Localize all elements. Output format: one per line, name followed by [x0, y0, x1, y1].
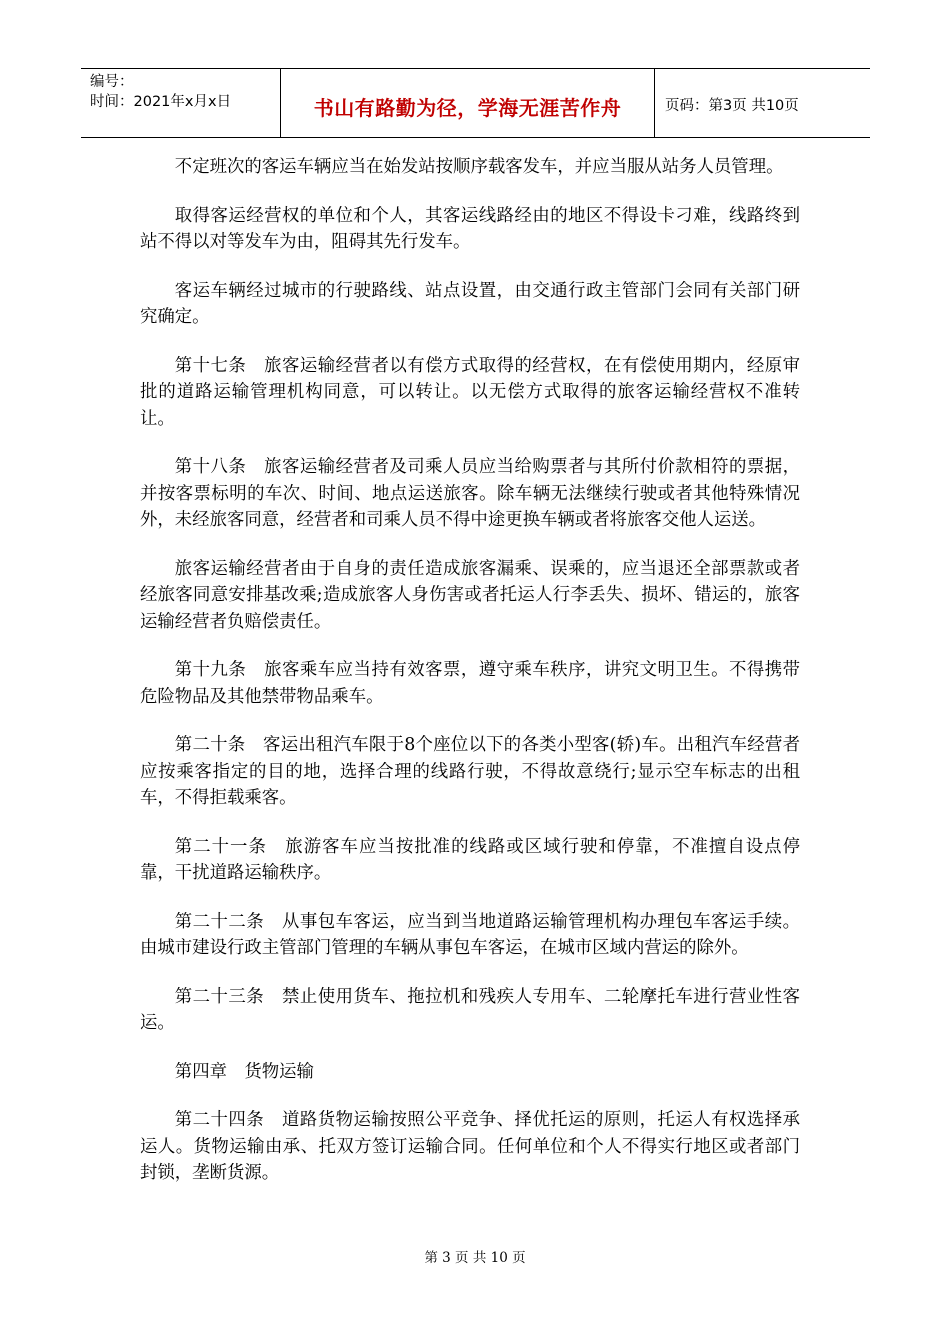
paragraph: 第十七条 旅客运输经营者以有偿方式取得的经营权，在有偿使用期内，经原审批的道路运输管理机构同意，可以转让。以无偿方式取得的旅客运输经营权不准转让。: [140, 355, 800, 429]
header-meta: [81, 69, 281, 137]
paragraph: 第二十四条 道路货物运输按照公平竞争、择优托运的原则，托运人有权选择承运人。货物运输由承、托双方签订运输合同。任何单位和个人不得实行地区或者部门封锁，垄断货源。: [140, 1110, 800, 1183]
serial-number-label: 编号：: [90, 74, 134, 90]
paragraph: 第二十一条 旅游客车应当按批准的线路或区域行驶和停靠，不准擅自设点停靠，干扰道路运输秩序。: [140, 836, 800, 883]
paragraph: 第二十二条 从事包车客运，应当到当地道路运输管理机构办理包车客运手续。由城市建设行政主管部门管理的车辆从事包车客运，在城市区域内营运的除外。: [140, 911, 800, 958]
paragraph: 第二十条 客运出租汽车限于8个座位以下的各类小型客(轿)车。出租汽车经营者应按乘客指定的目的地，选择合理的线路行驶，不得故意绕行;显示空车标志的出租车，不得拒载乘客。: [140, 735, 800, 808]
header-page-cell: [655, 69, 870, 137]
paragraph: 取得客运经营权的单位和个人，其客运线路经由的地区不得设卡刁难，线路终到站不得以对等发车为由，阻碍其先行发车。: [140, 205, 800, 252]
paragraph: 第十九条 旅客乘车应当持有效客票，遵守乘车秩序，讲究文明卫生。不得携带危险物品及其他禁带物品乘车。: [140, 660, 800, 707]
page-header: [81, 68, 870, 138]
document-body: [140, 154, 800, 1209]
paragraph: 客运车辆经过城市的行驶路线、站点设置，由交通行政主管部门会同有关部门研究确定。: [140, 280, 800, 327]
paragraph: 第十八条 旅客运输经营者及司乘人员应当给购票者与其所付价款相符的票据，并按客票标明的车次、时间、地点运送旅客。除车辆无法继续行驶或者其他特殊情况外，未经旅客同意，经营者和司乘人员不得中途更换车辆或者将旅客交他人运送。: [140, 457, 800, 530]
header-page-number: 页码：第3页 共10页: [665, 98, 799, 114]
header-motto: 书山有路勤为径，学海无涯苦作舟: [313, 96, 622, 120]
page-footer: [0, 1246, 950, 1266]
chapter-heading: 第四章 货物运输: [174, 1061, 314, 1082]
paragraph: 第二十三条 禁止使用货车、拖拉机和残疾人专用车、二轮摩托车进行营业性客运。: [140, 986, 800, 1033]
header-motto-cell: [281, 69, 655, 137]
paragraph: 旅客运输经营者由于自身的责任造成旅客漏乘、误乘的，应当退还全部票款或者经旅客同意安排基改乘;造成旅客人身伤害或者托运人行李丢失、损坏、错运的，旅客运输经营者负赔偿责任。: [140, 558, 800, 632]
date-label: 时间：2021年x月x日: [90, 94, 232, 110]
paragraph: 不定班次的客运车辆应当在始发站按顺序载客发车，并应当服从站务人员管理。: [174, 157, 784, 177]
footer-page-number: 第 3 页 共 10 页: [424, 1250, 526, 1266]
